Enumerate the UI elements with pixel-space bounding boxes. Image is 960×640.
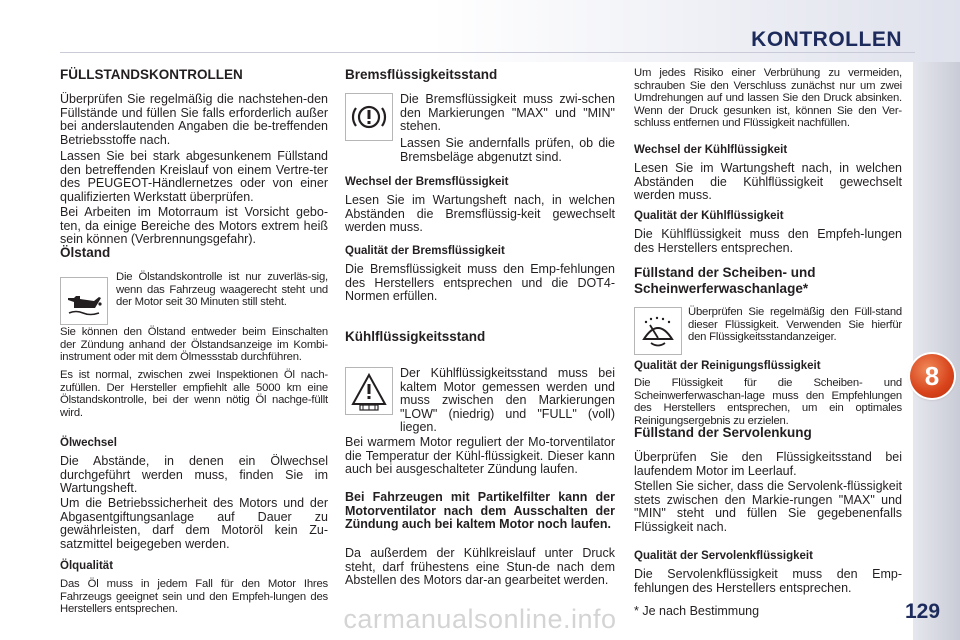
paragraph: Lassen Sie bei stark abgesunkenem Füllstand den betreffenden Kreislauf von einem Vertre-ter des PEUGEOT-Händlernetzes oder von einer qualifizierten Werkstatt überprüfen. <box>60 149 328 204</box>
coolant-warning-icon <box>345 367 393 415</box>
washer-fluid-icon <box>634 307 682 355</box>
paragraph: Bei Arbeiten im Motorraum ist Vorsicht gebo-ten, da einige Bereiche des Motors extrem heiß sein können (Verbrennungsgefahr). <box>60 205 328 246</box>
paragraph: Das Öl muss in jedem Fall für den Motor Ihres Fahrzeugs geeignet sein und den Empfeh-lungen des Herstellers entsprechen. <box>60 578 328 616</box>
paragraph: Lesen Sie im Wartungsheft nach, in welchen Abständen die Bremsflüssig-keit gewechselt werden muss. <box>345 193 615 234</box>
heading-oelwechsel: Ölwechsel <box>60 437 117 449</box>
chapter-badge[interactable]: 8 <box>910 354 954 398</box>
paragraph: Der Kühlflüssigkeitsstand muss bei kaltem Motor gemessen werden und muss zwischen den Markierungen "LOW" (niedrig) und "FULL" (voll) liegen. <box>400 366 615 434</box>
watermark: carmanualsonline.info <box>343 604 617 634</box>
paragraph: Die Flüssigkeit für die Scheiben- und Scheinwerferwaschan-lage muss den Empfehlungen des Herstellers entsprechen, um ein optimales Reinigungsergebnis zu erzielen. <box>634 377 902 427</box>
warning-note: Um jedes Risiko einer Verbrühung zu vermeiden, schrauben Sie den Verschluss zunächst nur um zwei Umdrehungen auf und lassen Sie den Druck absinken. Wenn der Druck gesunken ist, können Sie den Ver-schluss entfernen und Flüssigkeit nachfüllen. <box>634 67 902 130</box>
paragraph: Die Kühlflüssigkeit muss den Empfeh-lungen des Herstellers entsprechen. <box>634 227 902 255</box>
paragraph: Lassen Sie andernfalls prüfen, ob die Bremsbeläge abgenutzt sind. <box>400 136 615 164</box>
heading-kuehlfluessigkeit: Kühlflüssigkeitsstand <box>345 329 486 344</box>
heading-qualitaet-kuehl: Qualität der Kühlflüssigkeit <box>634 210 784 222</box>
heading-qualitaet-servo: Qualität der Servolenkflüssigkeit <box>634 550 813 562</box>
heading-scheibenwaschanlage: Füllstand der Scheiben- und Scheinwerferwaschanlage* <box>634 265 816 296</box>
paragraph: Um die Betriebssicherheit des Motors und der Abgasentgiftungsanlage auf Dauer zu gewährleisten, darf dem Motoröl kein Zu-satzmittel beigegeben werden. <box>60 496 328 551</box>
page-number: 129 <box>905 600 941 623</box>
paragraph: Die Servolenkflüssigkeit muss den Emp-fehlungen des Herstellers entsprechen. <box>634 567 902 595</box>
paragraph: Da außerdem der Kühlkreislauf unter Druck steht, darf frühestens eine Stun-de nach dem Abstellen des Motors dar-an gearbeitet werden. <box>345 546 615 587</box>
paragraph: Die Bremsflüssigkeit muss zwi-schen den Markierungen "MAX" und "MIN" stehen. <box>400 92 615 133</box>
header-divider <box>60 52 915 53</box>
side-margin-bar <box>913 62 960 640</box>
heading-qualitaet-reinigung: Qualität der Reinigungsflüssigkeit <box>634 360 821 372</box>
paragraph: Lesen Sie im Wartungsheft nach, in welchen Abständen die Kühlflüssigkeit gewechselt werden muss. <box>634 161 902 202</box>
heading-oelqualitaet: Ölqualität <box>60 560 114 572</box>
paragraph: Die Bremsflüssigkeit muss den Emp-fehlungen des Herstellers entsprechen und die DOT4-Normen erfüllen. <box>345 262 615 303</box>
heading-bremsfluessigkeit: Bremsflüssigkeitsstand <box>345 67 498 82</box>
oil-can-icon <box>60 277 108 325</box>
oelstand-note: Die Ölstandskontrolle ist nur zuverläs-sig, wenn das Fahrzeug waagerecht steht und der Motor seit 30 Minuten still steht. <box>116 271 328 309</box>
section-title-fuellstand: FÜLLSTANDSKONTROLLEN <box>60 67 243 82</box>
bold-notice: Bei Fahrzeugen mit Partikelfilter kann der Motorventilator nach dem Ausschalten der Zündung auch bei kaltem Motor noch laufen. <box>345 490 615 531</box>
footnote: * Je nach Bestimmung <box>634 604 760 618</box>
paragraph: Stellen Sie sicher, dass die Servolenk-flüssigkeit stets zwischen den Markie-rungen "MAX" und "MIN" steht und füllen Sie gegebenenfalls Flüssigkeit nach. <box>634 479 902 534</box>
paragraph: Es ist normal, zwischen zwei Inspektionen Öl nach-zufüllen. Der Hersteller empfiehlt alle 5000 km eine Ölstandskontrolle, bei der wenn nötig Öl nachge-füllt wird. <box>60 369 328 419</box>
paragraph: Sie können den Ölstand entweder beim Einschalten der Zündung anhand der Ölstandsanzeige im Kombi-instrument oder mit dem Ölmessstab durchführen. <box>60 326 328 364</box>
heading-servolenkung: Füllstand der Servolenkung <box>634 425 812 440</box>
scheiben-note: Überprüfen Sie regelmäßig den Füll-stand dieser Flüssigkeit. Verwenden Sie hierfür den Flüssigkeitsstandanzeiger. <box>688 306 902 344</box>
paragraph: Bei warmem Motor reguliert der Mo-torventilator die Temperatur der Kühl-flüssigkeit. Dieser kann auch bei ausgeschalteter Zündung laufen. <box>345 435 615 476</box>
page-title: KONTROLLEN <box>751 28 902 51</box>
paragraph: Die Abstände, in denen ein Ölwechsel durchgeführt werden muss, finden Sie im Wartungsheft. <box>60 454 328 495</box>
paragraph: Überprüfen Sie regelmäßig die nachstehen-den Füllstände und füllen Sie falls erforderlich außer bei anderslautenden Angaben die be-treffenden Betriebsstoffe nach. <box>60 92 328 147</box>
brake-warning-icon <box>345 93 393 141</box>
heading-oelstand: Ölstand <box>60 245 111 260</box>
heading-qualitaet-brems: Qualität der Bremsflüssigkeit <box>345 245 505 257</box>
paragraph: Überprüfen Sie den Flüssigkeitsstand bei laufendem Motor im Leerlauf. <box>634 450 902 478</box>
heading-wechsel-kuehl: Wechsel der Kühlflüssigkeit <box>634 144 788 156</box>
heading-wechsel-brems: Wechsel der Bremsflüssigkeit <box>345 176 509 188</box>
